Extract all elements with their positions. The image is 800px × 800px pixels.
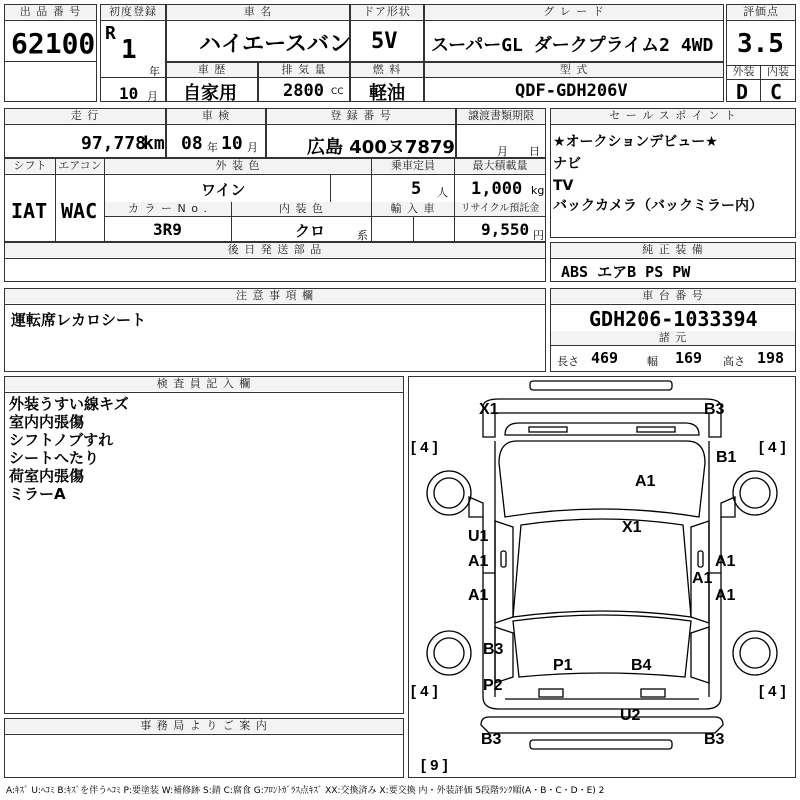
inspection-year: 08 — [181, 133, 203, 154]
import-header: 輸 入 車 — [372, 202, 454, 216]
model-code: QDF-GDH206V — [515, 81, 628, 101]
car-name: ハイエースバン — [199, 32, 352, 57]
shift: IAT — [11, 199, 48, 223]
damage-mark: B3 — [704, 731, 725, 748]
registration-number-cell — [266, 108, 456, 158]
grade-cell — [424, 4, 724, 62]
capacity-unit: 人 — [437, 186, 448, 199]
transfer-deadline-header: 譲渡書類期限 — [457, 109, 545, 123]
capacity: 5 — [411, 179, 422, 199]
inspector-note-5: 荷室内張傷 — [9, 467, 85, 485]
recycle-header: リサイクル預託金 — [455, 202, 545, 216]
shift-header: シフト — [5, 159, 55, 173]
fuel-cell — [350, 62, 424, 102]
office-notice-cell — [4, 718, 404, 778]
chassis-header: 車 台 番 号 — [551, 289, 795, 303]
damage-mark: A1 — [715, 553, 736, 570]
history-header: 車 歴 — [167, 63, 257, 77]
capacity-header: 乗車定員 — [372, 159, 454, 173]
genuine-equipment-cell — [550, 242, 796, 282]
sales-point-1: ★オークションデビュー★ — [553, 134, 718, 150]
genuine-equipment-header: 純 正 装 備 — [551, 243, 795, 257]
sales-point-3: TV — [553, 178, 574, 194]
sales-point-2: ナビ — [553, 156, 581, 172]
interior-color-unit: 系 — [357, 229, 368, 242]
damage-mark: A1 — [635, 473, 656, 490]
later-parts-cell — [4, 242, 546, 282]
interior-grade: C — [770, 80, 783, 104]
damage-mark: A1 — [468, 587, 489, 604]
damage-mark: B3 — [481, 731, 502, 748]
equipment-block — [4, 158, 546, 242]
damage-mark: P2 — [483, 677, 503, 694]
mileage-cell — [4, 108, 166, 158]
height-label: 高さ — [723, 355, 745, 368]
notes-cell — [4, 288, 546, 372]
door-cell — [350, 4, 424, 62]
first-registration-header: 初度登録 — [101, 5, 165, 19]
notes-text: 運転席レカロシート — [11, 311, 147, 329]
tire-front-right: [ 4 ] — [759, 439, 786, 456]
mileage: 97,778 — [81, 133, 147, 154]
door-type: 5V — [371, 29, 398, 54]
damage-mark: P1 — [553, 657, 573, 674]
aircon-header: エアコン — [56, 159, 104, 173]
height: 198 — [757, 349, 785, 367]
sales-point-cell — [550, 108, 796, 238]
max-load: 1,000 — [471, 179, 523, 199]
grade-header: グ レ ー ド — [425, 5, 723, 19]
registration-number-header: 登 録 番 号 — [267, 109, 455, 123]
notes-header: 注 意 事 項 欄 — [5, 289, 545, 303]
year-unit: 年 — [149, 65, 160, 78]
genuine-equipment: ABS エアB PS PW — [561, 263, 691, 281]
month-unit: 月 — [147, 90, 158, 103]
mileage-header: 走 行 — [5, 109, 165, 123]
model-code-header: 型 式 — [425, 63, 723, 77]
model-code-cell — [424, 62, 724, 102]
registration-number: 広島 400ヌ7879 — [307, 137, 455, 158]
displacement-cell — [258, 62, 350, 102]
inspector-note-1: 外装うすい線キズ — [9, 395, 129, 413]
tire-rear-right: [ 4 ] — [759, 683, 786, 700]
score-header: 評価点 — [727, 5, 795, 19]
damage-mark: A1 — [692, 570, 713, 587]
tire-rear-left: [ 4 ] — [411, 683, 438, 700]
interior-color-header: 内 装 色 — [232, 202, 371, 216]
legend: A:ｷｽﾞ U:ﾍｺﾐ B:ｷｽﾞを伴うﾍｺﾐ P:要塗装 W:補修跡 S:錆 C:腐食 G:ﾌﾛﾝﾄｶﾞﾗｽ点ｷｽﾞ XX:交換済み X:要交換 内・外装評価 5段階ﾗﾝｸ順(A・B・C・D・E) 2 — [6, 786, 605, 796]
transfer-month-unit: 月 — [497, 145, 508, 158]
car-name-cell — [166, 4, 350, 62]
damage-mark: B3 — [704, 401, 725, 418]
max-load-unit: kg — [531, 184, 545, 197]
inspector-notes-header: 検 査 員 記 入 欄 — [5, 377, 403, 391]
damage-mark: U1 — [468, 528, 489, 545]
damage-mark: U2 — [620, 707, 641, 724]
inspection-year-unit: 年 — [207, 141, 218, 154]
color-number-header: カ ラ ー N o . — [105, 202, 231, 216]
score-cell — [726, 4, 796, 102]
inspector-note-4: シートへたり — [9, 449, 100, 467]
damage-mark: B3 — [483, 641, 504, 658]
history-cell — [166, 62, 258, 102]
width: 169 — [675, 349, 703, 367]
recycle-unit: 円 — [533, 229, 544, 242]
lot-number: 62100 — [11, 27, 96, 60]
mileage-unit: km — [143, 133, 165, 154]
damage-mark: X1 — [479, 401, 499, 418]
length-label: 長さ — [557, 355, 579, 368]
history: 自家用 — [183, 83, 237, 104]
score: 3.5 — [737, 29, 784, 59]
inspection-month: 10 — [221, 133, 243, 154]
inspector-note-6: ミラーA — [9, 485, 66, 503]
exterior-header: 外装 — [732, 65, 755, 78]
lot-number-cell — [4, 4, 97, 102]
fuel: 軽油 — [369, 83, 405, 104]
grade: スーパーGL ダークプライム2 4WD — [431, 35, 714, 56]
car-name-header: 車 名 — [167, 5, 349, 19]
inspection-header: 車 検 — [167, 109, 265, 123]
later-parts-header: 後 日 発 送 部 品 — [5, 243, 545, 257]
displacement-header: 排 気 量 — [259, 63, 349, 77]
recycle-fee: 9,550 — [481, 220, 530, 239]
office-notice-header: 事 務 局 よ り ご 案 内 — [5, 719, 403, 733]
tire-spare: [ 9 ] — [421, 757, 448, 774]
car-diagram — [408, 376, 796, 778]
exterior-grade: D — [736, 80, 749, 104]
inspector-note-2: 室内内張傷 — [9, 413, 85, 431]
width-label: 幅 — [647, 355, 658, 368]
door-header: ドア形状 — [351, 5, 423, 19]
inspector-note-3: シフトノブすれ — [9, 431, 114, 449]
damage-mark: B1 — [716, 449, 737, 466]
specs-header: 諸 元 — [551, 331, 795, 345]
registration-month: 10 — [119, 84, 139, 103]
exterior-color: ワイン — [201, 181, 246, 199]
registration-year: 1 — [121, 35, 137, 65]
car-outline — [409, 377, 795, 777]
interior-color: クロ — [295, 222, 326, 240]
tire-front-left: [ 4 ] — [411, 439, 438, 456]
damage-mark: A1 — [715, 587, 736, 604]
era-label: R — [105, 23, 116, 44]
sales-point-header: セ ー ル ス ポ イ ン ト — [551, 109, 795, 123]
transfer-day-unit: 日 — [529, 145, 540, 158]
interior-header: 内装 — [767, 65, 789, 78]
color-number: 3R9 — [153, 220, 182, 239]
max-load-header: 最大積載量 — [455, 159, 545, 173]
inspection-cell — [166, 108, 266, 158]
fuel-header: 燃 料 — [351, 63, 423, 77]
displacement-unit: CC — [331, 87, 344, 97]
length: 469 — [591, 349, 619, 367]
damage-mark: B4 — [631, 657, 652, 674]
damage-mark: A1 — [468, 553, 489, 570]
exterior-color-header: 外 装 色 — [105, 159, 371, 173]
sales-point-4: バックカメラ（バックミラー内） — [553, 198, 763, 214]
chassis-cell — [550, 288, 796, 372]
displacement: 2800 — [283, 81, 324, 101]
first-registration-cell — [100, 4, 166, 102]
inspection-month-unit: 月 — [247, 141, 258, 154]
aircon: WAC — [61, 199, 98, 223]
inspector-notes-cell — [4, 376, 404, 714]
chassis-number: GDH206-1033394 — [589, 307, 758, 331]
transfer-deadline-cell — [456, 108, 546, 158]
lot-number-header: 出 品 番 号 — [5, 5, 96, 19]
damage-mark: X1 — [622, 519, 642, 536]
